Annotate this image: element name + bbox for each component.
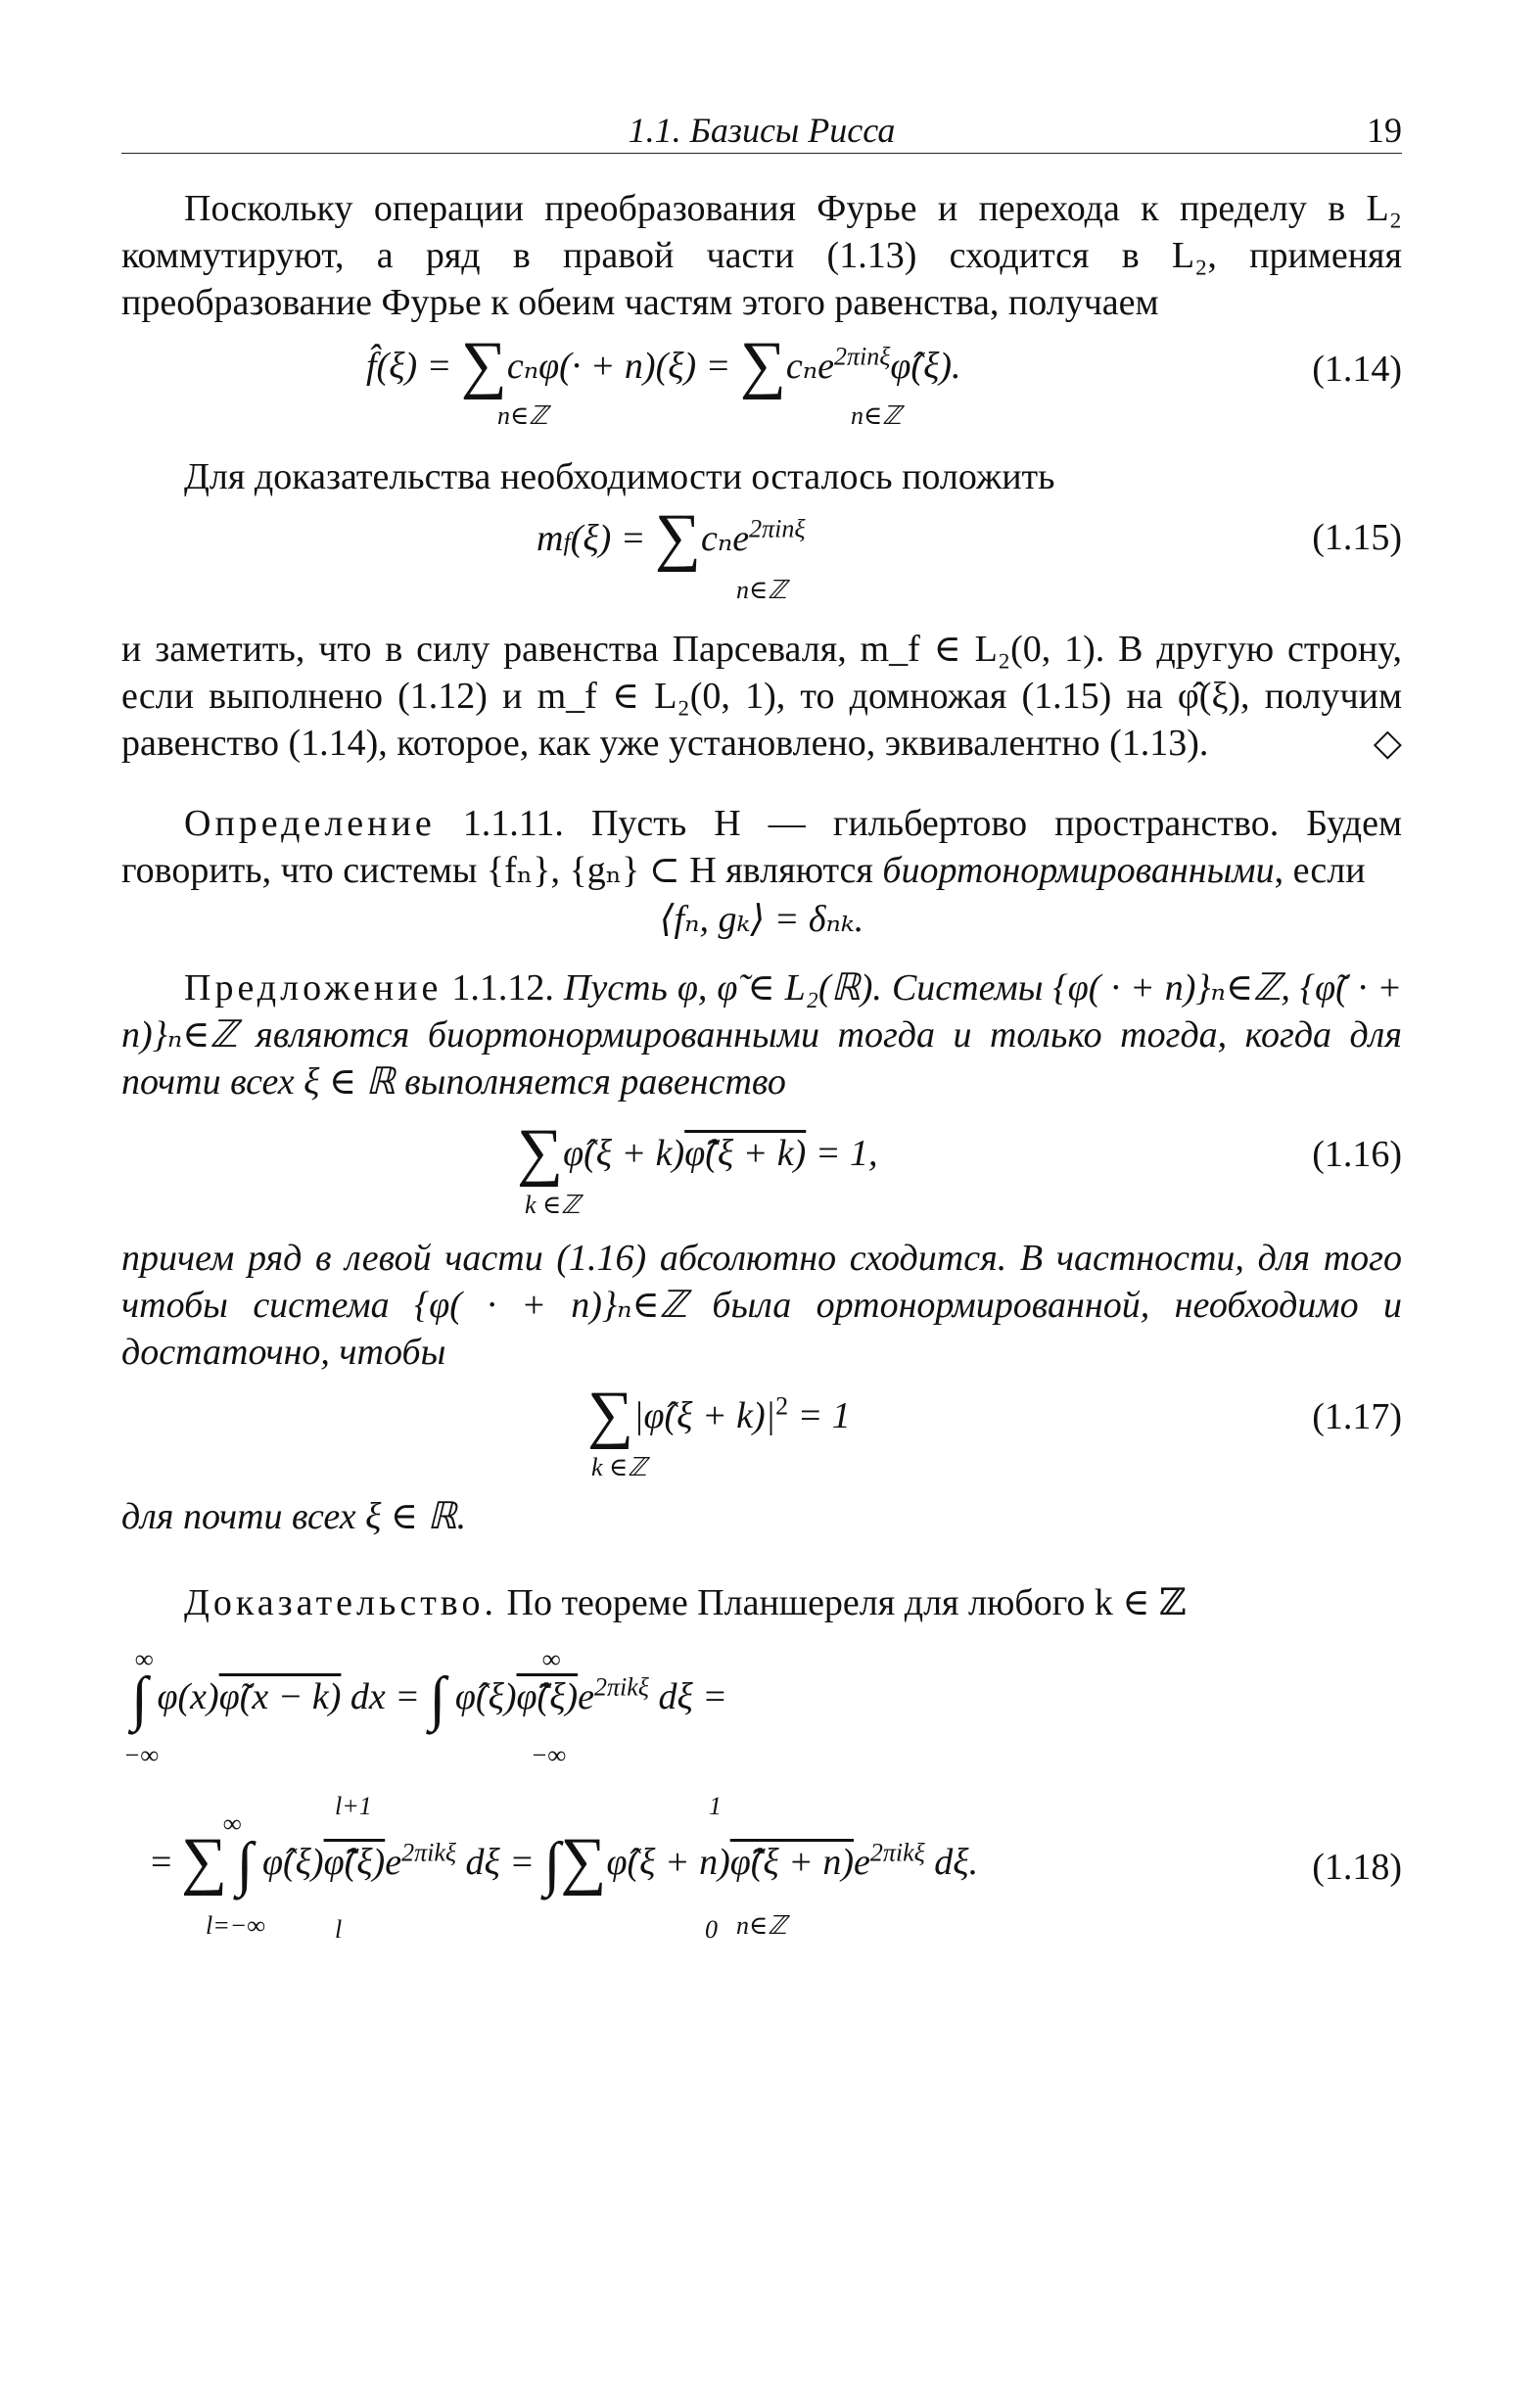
eq118b-t2-exp: 2πikξ — [869, 1838, 925, 1867]
running-header — [121, 108, 1402, 154]
eq118a-exp: 2πikξ — [594, 1672, 649, 1702]
int2-upper: ∞ — [542, 1645, 561, 1673]
eq118a-rhs-conj: φ̃̂(ξ) — [516, 1676, 579, 1717]
equation-1-18-line1 — [121, 1626, 1402, 1773]
eq114-under-2: n∈ℤ — [851, 401, 902, 430]
paragraph-fourier: Поскольку операции преобразования Фурье и перехода к пределу в L₂ коммутируют, а ряд в правой части (1.13) сходится в L₂, применяя преобразование Фурье к обеим частям этого равенства, получаем — [121, 188, 1402, 323]
proposition-continuation: причем ряд в левой части (1.16) абсолютно сходится. В частности, для того чтобы система {φ( · + n)}ₙ∈ℤ была ортонормированной, необходимо и достаточно, чтобы — [121, 1238, 1402, 1373]
sum-symbol: ∑ — [517, 1116, 564, 1188]
definition-number: 1.1.11. — [462, 803, 564, 844]
eq118a-rhs-end: dξ = — [648, 1676, 727, 1717]
eq118b-t1-conj: φ̃̂(ξ) — [323, 1842, 386, 1883]
sum-lower: l=−∞ — [206, 1911, 265, 1940]
eq115-lhs: m — [537, 518, 564, 559]
eq115-number: (1.15) — [1312, 517, 1402, 558]
eq118b-t2: φ̂(ξ + n) — [606, 1842, 730, 1883]
equation-1-16 — [121, 1105, 1402, 1223]
page-number: 19 — [1367, 111, 1402, 150]
proposition-number: 1.1.12. — [451, 967, 554, 1009]
eq118a-lhs: φ(x) — [157, 1676, 219, 1717]
eq118b-t1-end: dξ = — [456, 1842, 544, 1883]
eq115-lhs-end: (ξ) = — [570, 518, 655, 559]
book-page — [121, 108, 1402, 1959]
eq118b-t2-end: dξ. — [924, 1842, 979, 1883]
equation-1-15 — [121, 500, 1402, 608]
definition-label: Определение — [184, 803, 436, 844]
sum-symbol: ∑ — [460, 329, 507, 400]
eq118a-rhs-e: e — [578, 1676, 594, 1717]
proof-start — [121, 1579, 1402, 1626]
eq117-number: (1.17) — [1312, 1396, 1402, 1437]
int-upper-l1: l+1 — [335, 1792, 372, 1820]
definition-text-end: , если — [1274, 850, 1366, 891]
eq116-under: k ∈ℤ — [525, 1191, 581, 1219]
integral-symbol: ∫ — [543, 1831, 561, 1898]
integral-symbol: ∫ — [131, 1666, 148, 1732]
paragraph-necessity: Для доказательства необходимости осталось положить — [184, 456, 1055, 497]
eq118-number: (1.18) — [1312, 1847, 1402, 1888]
sum-symbol: ∑ — [587, 1379, 634, 1450]
definition-term: биортонормированными — [882, 850, 1275, 891]
eq118a-lhs-conj: φ̃(x − k) — [218, 1676, 342, 1717]
eq115-sub: f — [563, 528, 571, 556]
eq116-body: φ̂(ξ + k) — [563, 1133, 685, 1174]
eq117-body: |φ̂(ξ + k)| — [633, 1395, 776, 1436]
proposition-1-1-12 — [121, 964, 1402, 1105]
sum-symbol: ∑ — [560, 1825, 607, 1897]
eq114-lhs: f̂(ξ) = — [366, 346, 461, 387]
definition-text: Пусть H — гильбертово пространство. Будем говорить, что системы {fₙ}, {gₙ} ⊂ H являются — [121, 803, 1403, 891]
eq118a-rhs: φ̂(ξ) — [454, 1676, 517, 1717]
eq118b-t1-exp: 2πikξ — [401, 1838, 457, 1867]
proposition-end: для почти всех ξ ∈ ℝ. — [121, 1496, 467, 1537]
eq118b-start: = — [151, 1842, 181, 1883]
eq115-exp: 2πinξ — [749, 514, 806, 543]
eq117-exp: 2 — [775, 1391, 789, 1421]
parseval-text: и заметить, что в силу равенства Парсеваля, m_f ∈ L₂(0, 1). В другую строну, если выполнено (1.12) и m_f ∈ L₂(0, 1), то домножая (1.15) на φ̂(ξ), получим равенство (1.14), которое, как уже установлено, эквивалентно (1.13). — [121, 629, 1402, 764]
running-title: 1.1. Базисы Рисса — [628, 111, 896, 150]
sum-symbol: ∑ — [739, 329, 786, 400]
proposition-text: Пусть φ, φ̃ ∈ L₂(ℝ). Системы {φ( · + n)}ₙ∈ℤ, {φ̃( · + n)}ₙ∈ℤ являются биортонормированными тогда и только тогда, когда для почти всех ξ ∈ ℝ выполняется равенство — [121, 967, 1403, 1103]
eq117-end: = 1 — [788, 1395, 851, 1436]
int2-lower-0: 0 — [705, 1915, 718, 1944]
qed-mark: ◇ — [1373, 723, 1402, 764]
eq118b-t2-conj: φ̃̂(ξ + n) — [729, 1842, 854, 1883]
eq116-number: (1.16) — [1312, 1134, 1402, 1175]
sum-upper: ∞ — [223, 1809, 242, 1838]
sum-symbol: ∑ — [180, 1825, 227, 1897]
eq114-number: (1.14) — [1312, 349, 1402, 390]
eq115-term: cₙe — [700, 518, 750, 559]
equation-1-17 — [121, 1376, 1402, 1483]
sum-symbol: ∑ — [654, 501, 701, 573]
eq118b-t2-e: e — [853, 1842, 870, 1883]
eq117-under: k ∈ℤ — [591, 1453, 647, 1481]
eq115-under: n∈ℤ — [736, 576, 787, 604]
int-lower: −∞ — [123, 1741, 160, 1769]
eq114-mid: cₙφ(· + n)(ξ) = — [506, 346, 740, 387]
eq116-end: = 1, — [806, 1133, 878, 1174]
proposition-label: Предложение — [184, 967, 443, 1009]
definition-1-1-11 — [121, 800, 1402, 894]
int2-upper-1: 1 — [709, 1792, 722, 1820]
eq114-rhs: cₙe — [785, 346, 835, 387]
eq118b-t1-e: e — [385, 1842, 402, 1883]
eq114-under-1: n∈ℤ — [497, 401, 548, 430]
integral-symbol: ∫ — [429, 1666, 446, 1732]
proof-label: Доказательство. — [184, 1582, 497, 1623]
eq114-rhs-end: φ̂(ξ). — [890, 346, 961, 387]
int-lower-l: l — [335, 1915, 343, 1944]
eq114-exp: 2πinξ — [834, 342, 891, 371]
int2-lower: −∞ — [531, 1741, 567, 1769]
eq118b-t1: φ̂(ξ) — [261, 1842, 324, 1883]
proof-text: По теореме Планшереля для любого k ∈ ℤ — [506, 1582, 1187, 1623]
eq116-conj: φ̃̂(ξ + k) — [684, 1133, 807, 1174]
eq118a-lhs-end: dx = — [341, 1676, 430, 1717]
definition-formula: ⟨fₙ, gₖ⟩ = δₙₖ. — [659, 899, 864, 940]
equation-1-14 — [121, 326, 1402, 434]
int-upper: ∞ — [135, 1645, 154, 1673]
equation-1-18-line2 — [121, 1793, 1402, 1959]
integral-symbol: ∫ — [236, 1831, 254, 1898]
sum2-under: n∈ℤ — [736, 1911, 787, 1940]
